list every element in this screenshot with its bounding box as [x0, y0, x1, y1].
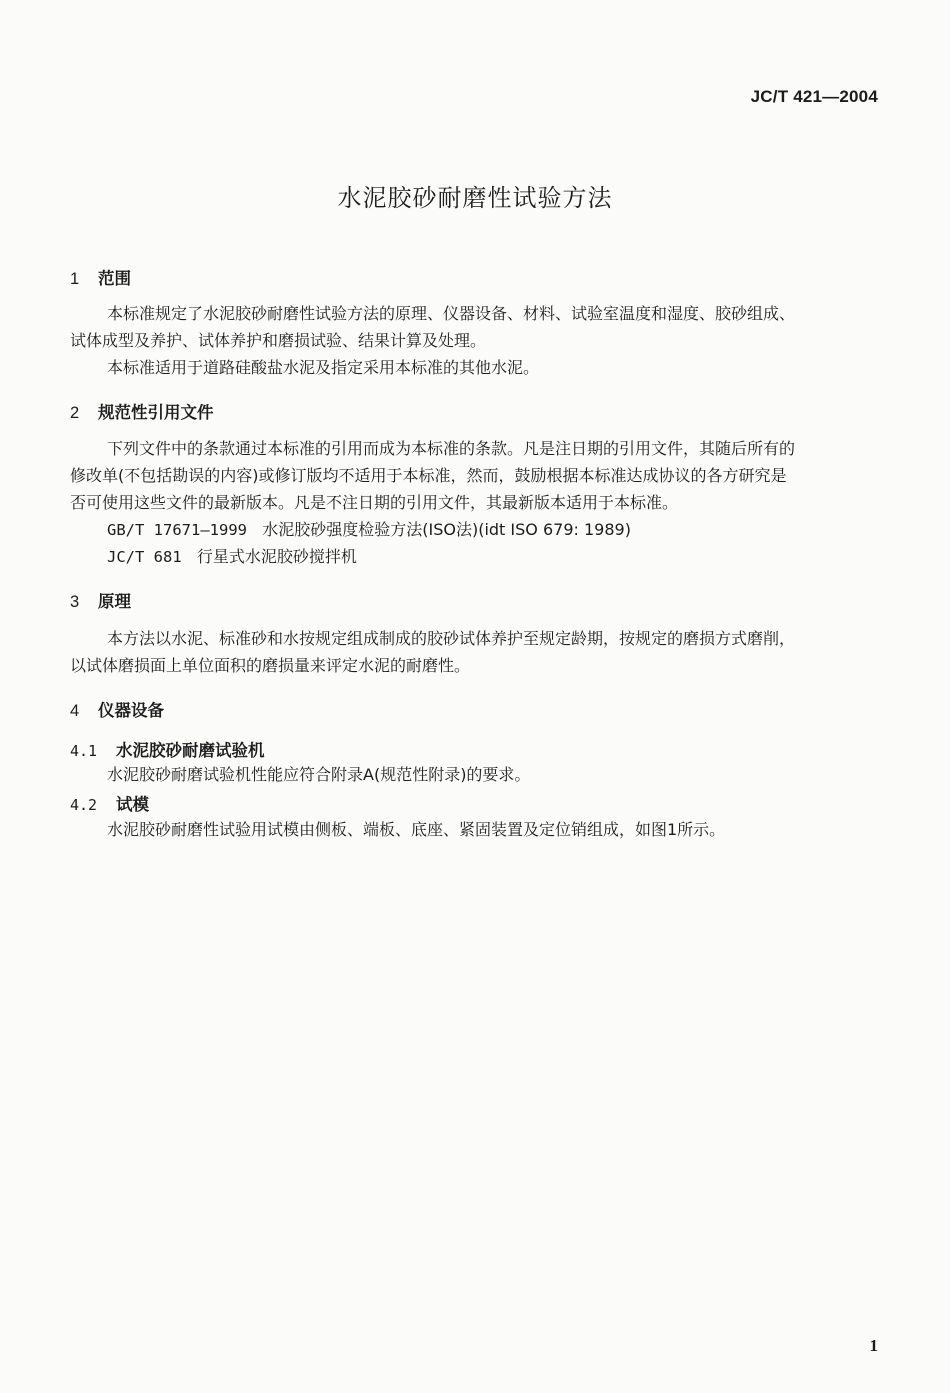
- section-title: 规范性引用文件: [98, 403, 214, 422]
- section-title: 范围: [98, 269, 131, 288]
- subsection-title: 试模: [116, 795, 149, 814]
- reference-code: JC/T 681: [107, 548, 182, 566]
- reference-code: GB/T 17671—1999: [107, 521, 247, 539]
- subsection-number: 4.2: [70, 796, 98, 814]
- section-2-heading: [70, 399, 214, 423]
- section-3-heading: [70, 588, 131, 612]
- paragraph-line: 水泥胶砂耐磨性试验用试模由侧板、端板、底座、紧固装置及定位销组成，如图1所示。: [107, 820, 726, 839]
- section-number: 2: [70, 404, 80, 422]
- standard-code: JC/T 421—2004: [750, 87, 878, 106]
- page-number: 1: [869, 1336, 878, 1355]
- paragraph-line: 修改单(不包括勘误的内容)或修订版均不适用于本标准，然而，鼓励根据本标准达成协议的各方研究是: [70, 466, 787, 485]
- section-4-heading: [70, 697, 164, 721]
- paragraph-line: 水泥胶砂耐磨试验机性能应符合附录A(规范性附录)的要求。: [107, 765, 531, 784]
- paragraph-line: 下列文件中的条款通过本标准的引用而成为本标准的条款。凡是注日期的引用文件，其随后所有的: [107, 439, 796, 458]
- paragraph-line: 本标准规定了水泥胶砂耐磨性试验方法的原理、仪器设备、材料、试验室温度和湿度、胶砂组成、: [107, 304, 796, 323]
- section-1-heading: [70, 265, 131, 289]
- subsection-number: 4.1: [70, 742, 98, 760]
- subsection-4-1-heading: [70, 737, 265, 761]
- reference-entry: [107, 543, 357, 571]
- paragraph-line: 本方法以水泥、标准砂和水按规定组成制成的胶砂试体养护至规定龄期，按规定的磨损方式磨削，: [107, 629, 796, 648]
- subsection-title: 水泥胶砂耐磨试验机: [116, 741, 265, 760]
- section-number: 1: [70, 270, 80, 288]
- paragraph-line: 试体成型及养护、试体养护和磨损试验、结果计算及处理。: [70, 331, 487, 350]
- section-title: 仪器设备: [98, 701, 164, 720]
- paragraph-line: 本标准适用于道路硅酸盐水泥及指定采用本标准的其他水泥。: [107, 358, 540, 377]
- section-number: 3: [70, 593, 80, 611]
- subsection-4-2-heading: [70, 791, 149, 815]
- document-title: 水泥胶砂耐磨性试验方法: [337, 184, 613, 212]
- reference-title: 水泥胶砂强度检验方法(ISO法)(idt ISO 679: 1989): [262, 520, 631, 539]
- reference-entry: [107, 516, 631, 544]
- paragraph-line: 否可使用这些文件的最新版本。凡是不注日期的引用文件，其最新版本适用于本标准。: [70, 493, 679, 512]
- reference-title: 行星式水泥胶砂搅拌机: [196, 547, 357, 566]
- section-number: 4: [70, 702, 80, 720]
- paragraph-line: 以试体磨损面上单位面积的磨损量来评定水泥的耐磨性。: [70, 656, 471, 675]
- section-title: 原理: [98, 592, 131, 611]
